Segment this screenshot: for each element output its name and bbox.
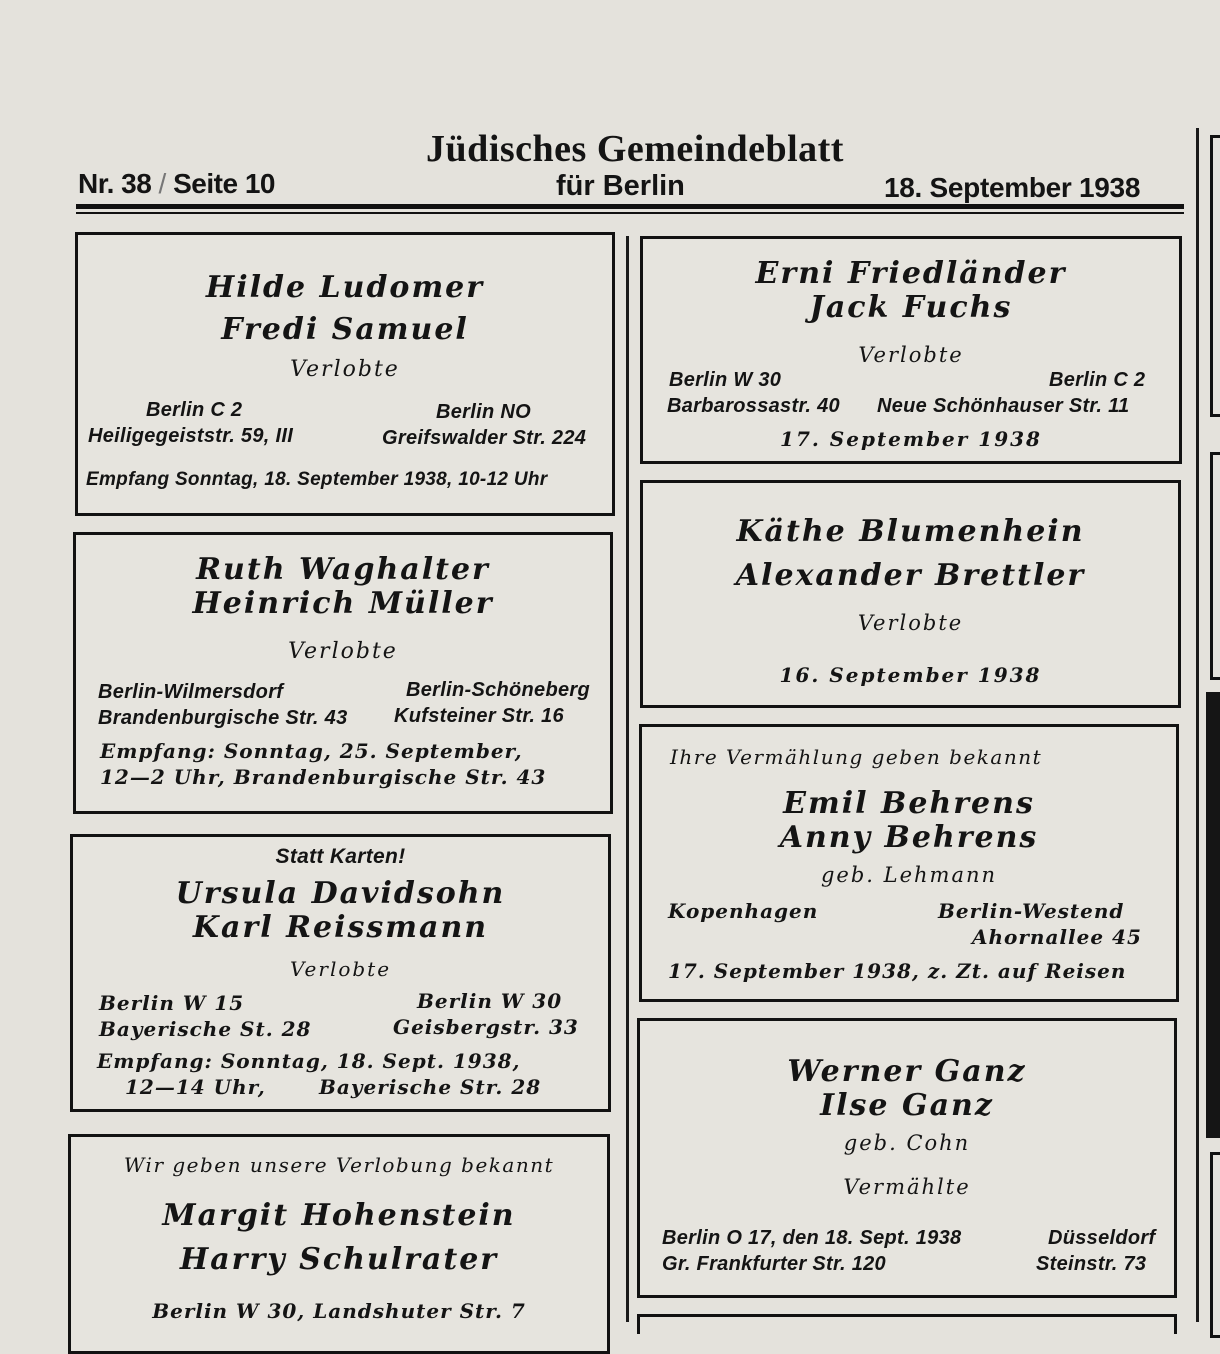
ad-right-city: Berlin C 2 xyxy=(1049,369,1146,391)
ad-name-1: Werner Ganz xyxy=(787,1054,1027,1089)
clipped-ad-box xyxy=(1210,1152,1220,1338)
ad-name-2: Jack Fuchs xyxy=(809,290,1013,325)
ad-address: Berlin W 30, Landshuter Str. 7 xyxy=(152,1299,526,1323)
ad-right-city: Berlin W 30 xyxy=(417,989,563,1013)
ad-reception-line-1: Empfang: Sonntag, 18. Sept. 1938, xyxy=(97,1049,521,1073)
ad-date: 17. September 1938 xyxy=(780,427,1042,451)
ad-erni-friedlaender xyxy=(640,236,1182,464)
ad-reception: Empfang Sonntag, 18. September 1938, 10-12 Uhr xyxy=(86,469,548,490)
ad-status: Verlobte xyxy=(858,343,964,367)
issue-label: Nr. 38 xyxy=(78,168,152,199)
ad-name-1: Emil Behrens xyxy=(783,786,1035,821)
masthead-rule xyxy=(76,204,1184,209)
ad-right-address: Geisbergstr. 33 xyxy=(393,1015,579,1039)
column-divider xyxy=(626,236,629,1322)
ad-nee: geb. Lehmann xyxy=(820,863,998,887)
ad-reception-line-2: 12—2 Uhr, Brandenburgische Str. 43 xyxy=(100,765,547,789)
ad-name-1: Erni Friedländer xyxy=(755,256,1067,291)
ad-name-2: Anny Behrens xyxy=(779,820,1039,855)
ad-intro: Statt Karten! xyxy=(275,845,406,868)
issue-date: 18. September 1938 xyxy=(884,172,1141,203)
ad-margit-hohenstein xyxy=(68,1134,610,1354)
clipped-ad-box xyxy=(1210,135,1220,417)
ad-reception-line-3: Bayerische Str. 28 xyxy=(319,1075,542,1099)
ad-status: Verlobte xyxy=(289,957,392,981)
ad-ursula-davidsohn xyxy=(70,834,611,1112)
ad-right-address: Greifswalder Str. 224 xyxy=(382,427,587,449)
ad-status: Verlobte xyxy=(857,611,964,635)
edition-city: für Berlin xyxy=(556,170,685,202)
ad-right-address: Neue Schönhauser Str. 11 xyxy=(877,395,1130,417)
ad-left-address: Barbarossastr. 40 xyxy=(667,395,840,417)
ad-emil-behrens xyxy=(639,724,1179,1002)
ad-right-address: Kufsteiner Str. 16 xyxy=(394,705,564,727)
ad-right-city: Berlin NO xyxy=(436,401,531,423)
ad-left-address: Heiligegeiststr. 59, III xyxy=(88,425,294,447)
ad-intro: Wir geben unsere Verlobung bekannt xyxy=(123,1153,555,1177)
ad-werner-ganz xyxy=(637,1018,1177,1298)
ad-left-line-2: Gr. Frankfurter Str. 120 xyxy=(662,1253,886,1275)
ad-right-city: Düsseldorf xyxy=(1048,1227,1156,1249)
ad-name-2: Harry Schulrater xyxy=(179,1242,499,1277)
ad-left-city: Berlin W 30 xyxy=(669,369,782,391)
ad-name-1: Ursula Davidsohn xyxy=(175,876,506,911)
masthead-rule-thin xyxy=(76,212,1184,214)
ad-name-1: Margit Hohenstein xyxy=(162,1198,516,1233)
clipped-ad-box-dark xyxy=(1206,692,1220,1138)
ad-intro: Ihre Vermählung geben bekannt xyxy=(670,745,1043,769)
ad-name-1: Käthe Blumenhein xyxy=(736,514,1085,549)
ad-left-city: Berlin C 2 xyxy=(146,399,243,421)
page-label: Seite 10 xyxy=(173,168,275,199)
ad-ruth-waghalter xyxy=(73,532,613,814)
clipped-ad-box xyxy=(1210,452,1220,680)
newspaper-title: Jüdisches Gemeindeblatt xyxy=(426,128,844,170)
clipped-ad-box xyxy=(637,1314,1177,1334)
ad-name-2: Heinrich Müller xyxy=(192,586,494,621)
issue-separator: / xyxy=(151,168,174,199)
ad-right-city: Berlin-Schöneberg xyxy=(406,679,591,701)
ad-left-line-1: Berlin O 17, den 18. Sept. 1938 xyxy=(662,1227,962,1249)
ad-hilde-ludomer xyxy=(75,232,615,516)
ad-left-city: Kopenhagen xyxy=(668,899,819,923)
ad-name-2: Fredi Samuel xyxy=(221,312,469,347)
ad-left-address: Brandenburgische Str. 43 xyxy=(98,707,348,729)
ad-right-address: Ahornallee 45 xyxy=(972,925,1142,949)
ad-date: 16. September 1938 xyxy=(779,663,1042,687)
ad-kaethe-blumenhein xyxy=(640,480,1181,708)
ad-status: Verlobte xyxy=(288,639,398,664)
ad-right-address: Steinstr. 73 xyxy=(1036,1253,1147,1275)
ad-reception-line-2: 12—14 Uhr, xyxy=(125,1075,266,1099)
issue-number xyxy=(78,168,275,200)
ad-nee: geb. Cohn xyxy=(843,1131,971,1155)
ad-left-city: Berlin W 15 xyxy=(99,991,245,1015)
page-column-divider xyxy=(1196,128,1199,1322)
ad-status: Vermählte xyxy=(843,1175,971,1199)
ad-name-1: Hilde Ludomer xyxy=(205,270,485,305)
ad-date: 17. September 1938, z. Zt. auf Reisen xyxy=(668,959,1127,983)
ad-name-2: Alexander Brettler xyxy=(735,558,1086,593)
ad-left-address: Bayerische St. 28 xyxy=(99,1017,312,1041)
ad-name-2: Ilse Ganz xyxy=(820,1088,994,1123)
ad-name-2: Karl Reissmann xyxy=(192,910,489,945)
ad-left-city: Berlin-Wilmersdorf xyxy=(98,681,284,703)
ad-right-city: Berlin-Westend xyxy=(938,899,1125,923)
ad-reception-line-1: Empfang: Sonntag, 25. September, xyxy=(100,739,523,763)
ad-status: Verlobte xyxy=(290,357,400,382)
ad-name-1: Ruth Waghalter xyxy=(196,552,490,587)
